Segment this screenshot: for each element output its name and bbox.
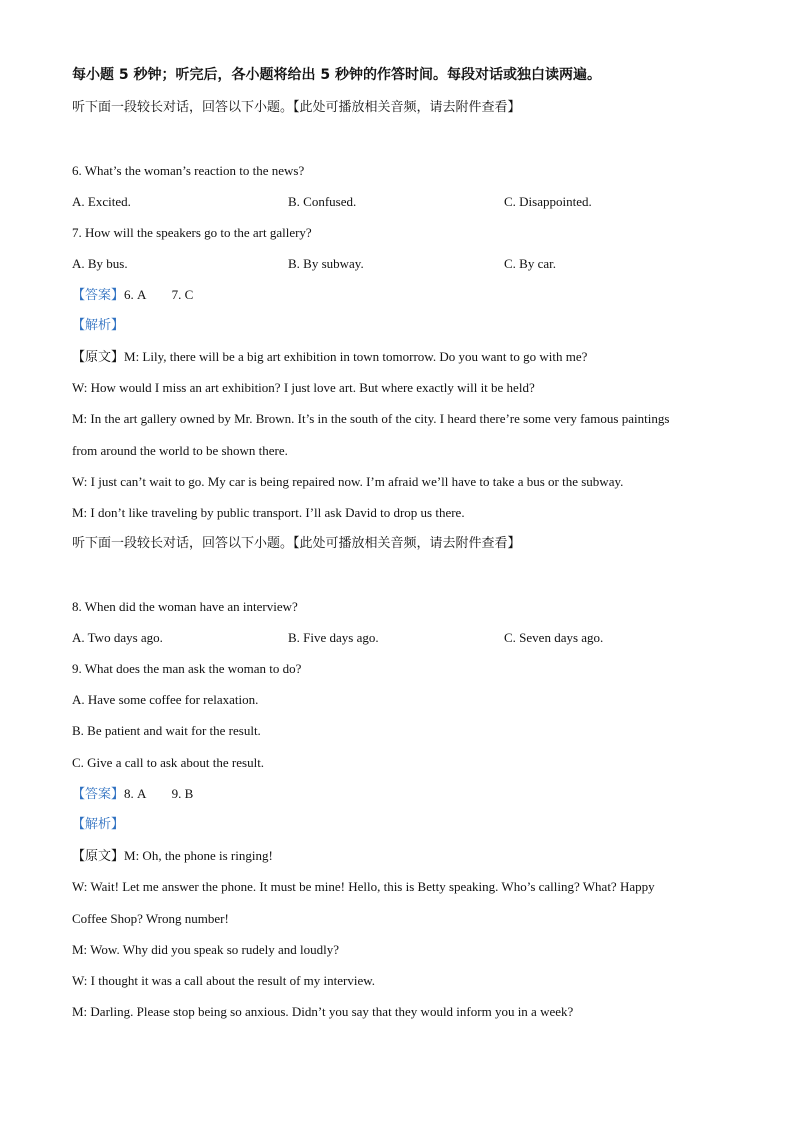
option-b: B. Five days ago.	[288, 630, 379, 645]
transcript-line	[72, 348, 587, 367]
question-7-options	[72, 255, 772, 273]
answer-tag: 【答案】	[72, 288, 125, 303]
transcript-line: from around the world to be shown there.	[72, 443, 288, 458]
section-instruction: 听下面一段较长对话，回答以下小题。【此处可播放相关音频，请去附件查看】	[72, 100, 521, 115]
transcript-line: M: In the art gallery owned by Mr. Brown. It’s in the south of the city. I heard there’re some very famous paintings	[72, 411, 670, 426]
transcript-line: M: I don’t like traveling by public transport. I’ll ask David to drop us there.	[72, 505, 465, 520]
instructions-heading: 每小题 5 秒钟；听完后，各小题将给出 5 秒钟的作答时间。每段对话或独白读两遍。	[72, 67, 601, 83]
transcript-line: W: I just can’t wait to go. My car is being repaired now. I’m afraid we’ll have to take a bus or the subway.	[72, 474, 624, 489]
question-6: 6. What’s the woman’s reaction to the news?	[72, 163, 305, 178]
answer-line	[72, 785, 193, 804]
option-a: A. Two days ago.	[72, 630, 163, 645]
question-9: 9. What does the man ask the woman to do?	[72, 661, 302, 676]
option-b: B. Confused.	[288, 194, 357, 209]
answer-text: 6. A 7. C	[124, 287, 194, 302]
transcript-line: W: I thought it was a call about the result of my interview.	[72, 973, 376, 988]
question-7: 7. How will the speakers go to the art gallery?	[72, 225, 312, 240]
answer-line	[72, 286, 193, 305]
transcript-tag: 【原文】	[72, 849, 125, 864]
option-a: A. Have some coffee for relaxation.	[72, 692, 259, 707]
option-b: B. By subway.	[288, 256, 364, 271]
transcript-line: W: How would I miss an art exhibition? I just love art. But where exactly will it be held?	[72, 380, 535, 395]
question-8: 8. When did the woman have an interview?	[72, 599, 298, 614]
section-instruction: 听下面一段较长对话，回答以下小题。【此处可播放相关音频，请去附件查看】	[72, 536, 521, 551]
option-b: B. Be patient and wait for the result.	[72, 723, 261, 738]
transcript-line	[72, 847, 273, 866]
transcript-line: W: Wait! Let me answer the phone. It must be mine! Hello, this is Betty speaking. Who’s calling? What? Happy	[72, 879, 655, 894]
question-6-options	[72, 193, 772, 211]
option-c: C. Disappointed.	[504, 194, 592, 209]
transcript-text: M: Oh, the phone is ringing!	[124, 848, 273, 863]
answer-text: 8. A 9. B	[124, 786, 194, 801]
option-c: C. Seven days ago.	[504, 630, 604, 645]
option-c: C. By car.	[504, 256, 556, 271]
transcript-text: M: Lily, there will be a big art exhibition in town tomorrow. Do you want to go with me?	[124, 349, 588, 364]
option-a: A. Excited.	[72, 194, 131, 209]
option-a: A. By bus.	[72, 256, 128, 271]
analysis-tag: 【解析】	[72, 318, 125, 333]
transcript-line: M: Wow. Why did you speak so rudely and loudly?	[72, 942, 339, 957]
answer-tag: 【答案】	[72, 787, 125, 802]
transcript-line: M: Darling. Please stop being so anxious. Didn’t you say that they would inform you in a week?	[72, 1004, 574, 1019]
transcript-line: Coffee Shop? Wrong number!	[72, 911, 229, 926]
option-c: C. Give a call to ask about the result.	[72, 755, 265, 770]
question-8-options	[72, 629, 772, 647]
analysis-tag: 【解析】	[72, 817, 125, 832]
transcript-tag: 【原文】	[72, 350, 125, 365]
